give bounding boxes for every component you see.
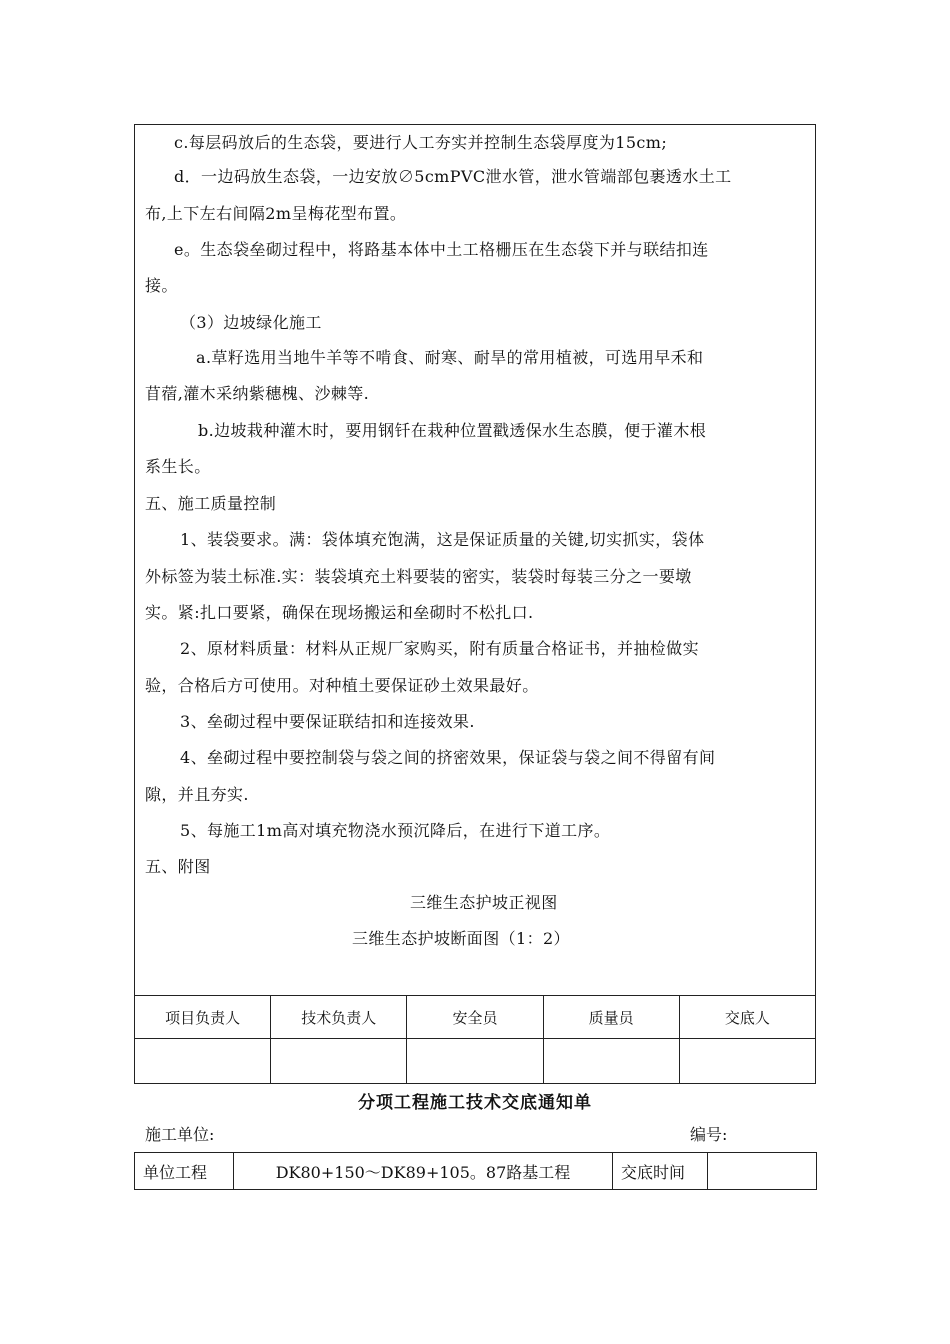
text-line: 验，合格后方可使用。对种植土要保证砂土效果最好。: [145, 676, 539, 695]
signature-header: 质量员: [543, 996, 679, 1039]
signature-header: 安全员: [407, 996, 543, 1039]
section-heading: （3）边坡绿化施工: [180, 313, 322, 332]
signature-cell[interactable]: [271, 1039, 407, 1084]
section-heading: 五、施工质量控制: [145, 494, 277, 513]
text-line: 2、原材料质量：材料从正规厂家购买，附有质量合格证书，并抽检做实: [180, 639, 699, 658]
construction-unit-label: 施工单位:: [145, 1125, 215, 1144]
number-label: 编号:: [690, 1125, 728, 1144]
signature-table: [134, 995, 816, 1084]
handover-time-label: 交底时间: [613, 1153, 708, 1190]
signature-header: 技术负责人: [271, 996, 407, 1039]
figure-caption: 三维生态护坡正视图: [410, 893, 558, 912]
form-title: 分项工程施工技术交底通知单: [358, 1093, 592, 1113]
text-line: e。生态袋垒砌过程中，将路基本体中土工格栅压在生态袋下并与联结扣连: [174, 240, 709, 259]
signature-cell[interactable]: [407, 1039, 543, 1084]
handover-time-value[interactable]: [708, 1153, 817, 1190]
text-line: c.每层码放后的生态袋，要进行人工夯实并控制生态袋厚度为15cm;: [174, 133, 668, 152]
text-line: 4、垒砌过程中要控制袋与袋之间的挤密效果，保证袋与袋之间不得留有间: [180, 748, 716, 767]
text-line: 系生长。: [145, 457, 211, 476]
section-heading: 五、附图: [145, 857, 211, 876]
text-line: 接。: [145, 276, 178, 295]
text-line: 3、垒砌过程中要保证联结扣和连接效果.: [180, 712, 475, 731]
signature-header: 项目负责人: [135, 996, 271, 1039]
signature-header: 交底人: [679, 996, 815, 1039]
unit-project-label: 单位工程: [135, 1153, 234, 1190]
signature-cell[interactable]: [679, 1039, 815, 1084]
signature-cell[interactable]: [135, 1039, 271, 1084]
text-line: d．一边码放生态袋，一边安放∅5cmPVC泄水管，泄水管端部包裹透水土工: [174, 167, 732, 186]
text-line: 5、每施工1m高对填充物浇水预沉降后，在进行下道工序。: [180, 821, 611, 840]
figure-caption: 三维生态护坡断面图（1：2）: [352, 929, 570, 948]
text-line: b.边坡栽种灌木时，要用钢钎在栽种位置戳透保水生态膜，便于灌木根: [198, 421, 707, 440]
signature-cell[interactable]: [543, 1039, 679, 1084]
text-line: 苜蓿,灌木采纳紫穗槐、沙棘等.: [145, 384, 370, 403]
text-line: 外标签为装土标准.实：装袋填充土料要装的密实，装袋时每装三分之一要墩: [145, 567, 692, 586]
text-line: 布,上下左右间隔2m呈梅花型布置。: [145, 204, 407, 223]
text-line: 隙，并且夯实.: [145, 785, 249, 804]
project-info-table: [134, 1152, 817, 1190]
text-line: a.草籽选用当地牛羊等不啃食、耐寒、耐旱的常用植被，可选用早禾和: [196, 348, 704, 367]
text-line: 1、装袋要求。满：袋体填充饱满，这是保证质量的关键,切实抓实，袋体: [180, 530, 705, 549]
project-name: DK80+150～DK89+105。87路基工程: [234, 1153, 613, 1190]
text-line: 实。紧:扎口要紧，确保在现场搬运和垒砌时不松扎口.: [145, 603, 534, 622]
